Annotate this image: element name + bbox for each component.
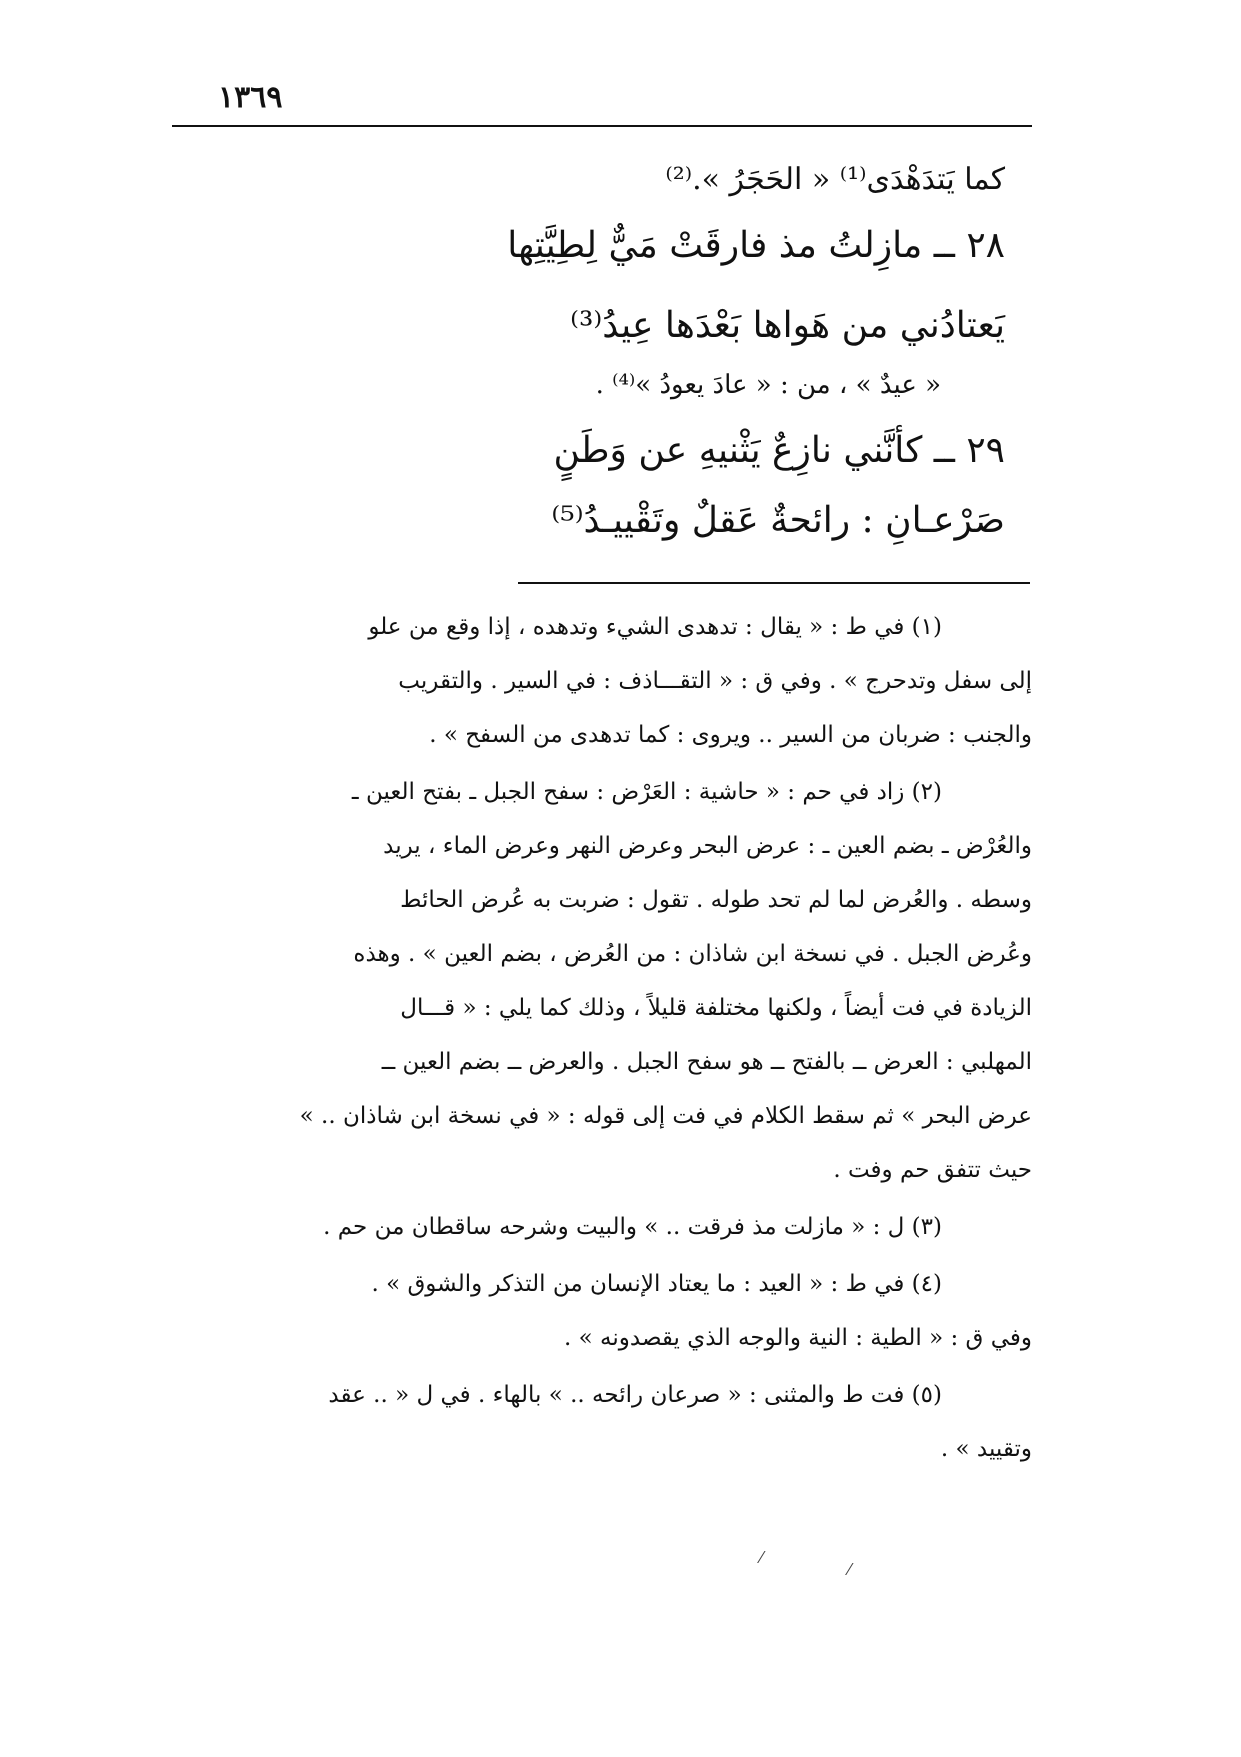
footnote-2-line: والعُرْض ـ بضم العين ـ : عرض البحر وعرض النهر وعرض الماء ، يريد xyxy=(383,833,1032,859)
page-number: ١٣٦٩ xyxy=(218,80,283,115)
scan-speck: ⁄ xyxy=(848,1560,851,1579)
footnote-5-line: (٥) فت ط والمثنى : « صرعان رائحه .. » بالهاء . في ل « .. عقد xyxy=(328,1382,942,1408)
footnote-2-line: وعُرض الجبل . في نسخة ابن شاذان : من العُرض ، بضم العين » . وهذه xyxy=(353,941,1032,967)
verse-28-gloss: « عيدٌ » ، من : « عادَ يعودُ »⁽⁴⁾ . xyxy=(595,370,941,400)
footnote-4-line: (٤) في ط : « العيد : ما يعتاد الإنسان من التذكر والشوق » . xyxy=(371,1271,942,1297)
verse-29-first-hemistich: ٢٩ ــ كأنَّني نازِعٌ يَثْنيهِ عن وَطَنٍ xyxy=(553,430,1005,471)
footnote-2-line: وسطه . والعُرض لما لم تحد طوله . تقول : ضربت به عُرض الحائط xyxy=(400,887,1032,913)
footnote-1-line: إلى سفل وتدحرج » . وفي ق : « التقـــاذف : في السير . والتقريب xyxy=(398,668,1032,694)
footnote-2-line: (٢) زاد في حم : « حاشية : العَرْض : سفح الجبل ـ بفتح العين ـ xyxy=(351,779,942,805)
footnote-4-line: وفي ق : « الطية : النية والوجه الذي يقصدونه » . xyxy=(564,1325,1032,1351)
footnote-2-line: الزيادة في فت أيضاً ، ولكنها مختلفة قليلاً ، وذلك كما يلي : « قـــال xyxy=(400,995,1032,1021)
footnote-2-line: المهلبي : العرض ــ بالفتح ــ هو سفح الجبل . والعرض ــ بضم العين ــ xyxy=(381,1049,1032,1075)
footnote-5-line: وتقييد » . xyxy=(940,1436,1032,1462)
footnote-1-line: (١) في ط : « يقال : تدهدى الشيء وتدهده ، إذا وقع من علو xyxy=(368,614,942,640)
verse-intro-line: كما يَتدَهْدَى⁽¹⁾ « الحَجَرُ ».⁽²⁾ xyxy=(665,162,1005,197)
header-rule xyxy=(172,125,1032,127)
footnote-2-line: عرض البحر » ثم سقط الكلام في فت إلى قوله : « في نسخة ابن شاذان .. » xyxy=(299,1103,1032,1129)
scan-speck: ⁄ xyxy=(760,1548,763,1567)
footnote-3-line: (٣) ل : « مازلت مذ فرقت .. » والبيت وشرحه ساقطان من حم . xyxy=(323,1214,942,1240)
footnote-2-line: حيث تتفق حم وفت . xyxy=(833,1157,1032,1183)
verse-29-second-hemistich: صَرْعـانِ : رائحةٌ عَقلٌ وتَقْييـدُ⁽⁵⁾ xyxy=(551,500,1005,541)
footnote-1-line: والجنب : ضربان من السير .. ويروى : كما تدهدى من السفح » . xyxy=(429,722,1032,748)
verse-28-first-hemistich: ٢٨ ــ مازِلتُ مذ فارقَتْ مَيٌّ لِطِيَّتِها xyxy=(507,225,1005,266)
verse-28-second-hemistich: يَعتادُني من هَواها بَعْدَها عِيدُ⁽³⁾ xyxy=(570,305,1005,346)
footnote-separator xyxy=(518,582,1030,584)
